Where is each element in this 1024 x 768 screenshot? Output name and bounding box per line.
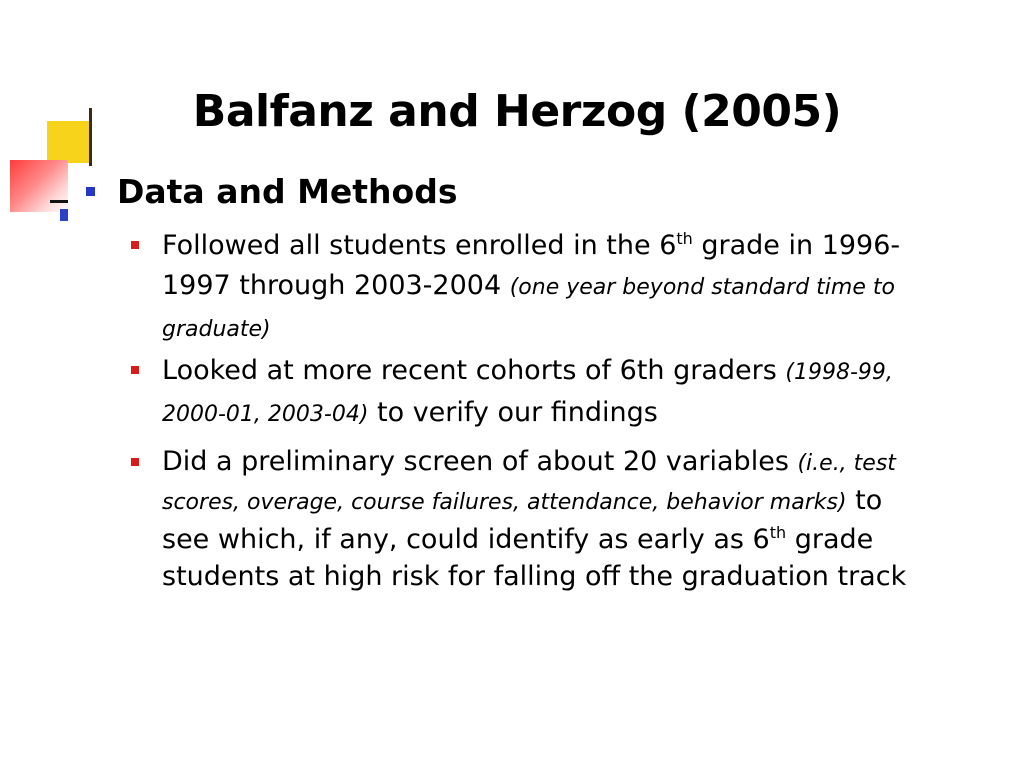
bullet-square-icon	[131, 366, 139, 374]
bullet-square-icon	[86, 187, 95, 196]
bullet-square-icon	[131, 458, 139, 466]
heading-bullet-item	[86, 172, 458, 211]
bullet-item-2	[162, 351, 932, 435]
red-gradient-square	[10, 160, 68, 212]
slide-title: Balfanz and Herzog (2005)	[192, 86, 842, 137]
section-heading: Data and Methods	[117, 172, 458, 211]
bullet-italic-note: (one year beyond standard time to graduate)	[162, 275, 895, 342]
bullet-text: grade students at high risk for falling off the graduation track	[162, 524, 907, 592]
bullet-italic-note: (i.e., test scores, overage, course failures, attendance, behavior marks)	[162, 451, 896, 515]
bullet-square-icon	[131, 241, 139, 249]
horizontal-line	[50, 200, 68, 203]
superscript: th	[676, 229, 693, 248]
bullet-text: grade in 1996-1997 through 2003-2004	[162, 230, 901, 301]
bullet-text: to verify our findings	[368, 397, 658, 428]
bullet-item-3	[162, 443, 932, 595]
bullet-text: Followed all students enrolled in the 6	[162, 230, 677, 261]
bullet-item-1	[162, 226, 932, 350]
blue-square	[60, 209, 68, 221]
bullet-text: Looked at more recent cohorts of 6th graders	[162, 355, 786, 386]
bullet-text: Did a preliminary screen of about 20 variables	[162, 446, 798, 477]
bullet-italic-note: (1998-99, 2000-01, 2003-04)	[162, 360, 893, 427]
superscript: th	[769, 523, 787, 542]
bullet-text: to see which, if any, could identify as early as 6	[162, 485, 883, 555]
